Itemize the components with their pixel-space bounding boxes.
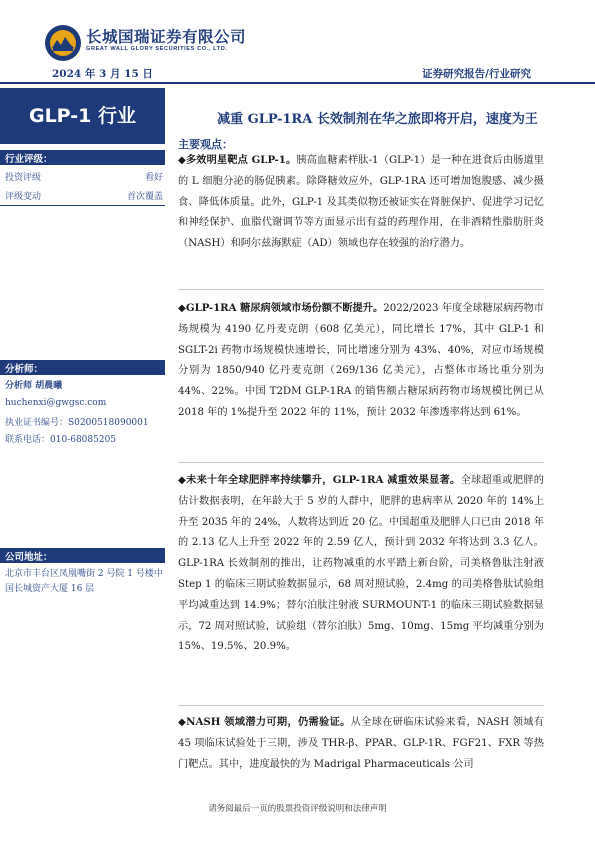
paragraph-text: 全球超重或肥胖的估计数据表明，在年龄大于 5 岁的人群中，肥胖的患病率从 2020 年的 14%上升至 2035 年的 24%，人数将达到近 20 亿。中国超重及肥胖人口已由 2018 年的 2.13 亿人上升至 2022 年的 2.59 亿人，预计到 2032 年将达到 3.3 亿人。GLP-1RA 长效制剂的推出，让药物减重的水平踏上新台阶，司美格鲁肽注射液 Step 1 的临床三期试验数据显示，68 周对照试验，2.4mg 的司美格鲁肽试验组平均减重达到 14.9%；替尔泊肽注射液 SURMOUNT-1 的临床三期试验数据显示，72 周对照试验，试验组（替尔泊肽）5mg、10mg、15mg 平均减重分别为 15%、19.5%、20.9%。 xyxy=(178,475,544,653)
paragraph-text: 从全球在研临床试验来看，NASH 领域有 45 项临床试验处于三期，涉及 THR-β、PPAR、GLP-1R、FGF21、FXR 等热门靶点。其中，进度最快的为 Madrigal Pharmaceuticals 公司 xyxy=(178,717,544,770)
paragraph xyxy=(178,712,544,782)
rating-heading: 行业评级： xyxy=(5,154,53,165)
analyst-phone: 联系电话：010-68085205 xyxy=(5,435,117,445)
paragraph-divider xyxy=(178,462,544,463)
analyst-name: 分析师 胡晨曦 xyxy=(5,381,63,391)
section-label: 主要观点： xyxy=(178,138,233,151)
header-divider xyxy=(0,82,595,84)
footer-disclaimer: 请务阅最后一页的股票投资评级说明和法律声明 xyxy=(208,804,387,814)
rating-value: 看好 xyxy=(144,173,163,183)
rating-label: 投资评级 xyxy=(5,173,42,183)
company-name-en: GREAT WALL GLORY SECURITIES CO., LTD. xyxy=(86,46,228,52)
report-date: 2024 年 3 月 15 日 xyxy=(52,68,153,80)
paragraph xyxy=(178,150,544,255)
paragraph-divider xyxy=(178,705,544,706)
rating-label: 评级变动 xyxy=(5,192,42,202)
paragraph xyxy=(178,470,544,658)
rating-value: 首次覆盖 xyxy=(126,192,163,202)
paragraph-text: 胰高血糖素样肽-1（GLP-1）是一种在进食后由肠道里的 L 细胞分泌的肠促胰素。除降糖效应外，GLP-1RA 还可增加饱腹感、减少摄食、降低体质量。此外，GLP-1 及其类似物还被证实在肾脏保护、促进学习记忆和神经保护、血脂代谢调节等方面显示出有益的药理作用，在非酒精性脂肪肝炎（NASH）和阿尔兹海默症（AD）领域也存在较强的治疗潜力。 xyxy=(178,155,544,250)
company-logo-icon xyxy=(44,24,82,62)
analyst-email[interactable]: huchenxi@gwgsc.com xyxy=(5,398,107,408)
paragraph xyxy=(178,298,544,424)
paragraph-lead: ◆多效明星靶点 GLP-1。 xyxy=(178,154,297,166)
industry-title: GLP-1 行业 xyxy=(28,105,136,127)
company-address: 北京市丰台区凤凰嘴街 2 号院 1 号楼中国长城资产大厦 16 层 xyxy=(5,569,163,594)
rating-divider xyxy=(0,205,165,206)
report-title: 减重 GLP-1RA 长效制剂在华之旅即将开启，速度为王 xyxy=(217,112,538,127)
company-name-cn: 长城国瑞证券有限公司 xyxy=(86,28,247,46)
paragraph-divider xyxy=(178,289,544,290)
rating-row xyxy=(5,189,163,202)
address-heading: 公司地址： xyxy=(5,552,53,563)
analyst-heading: 分析师： xyxy=(5,364,44,375)
analyst-cert: 执业证书编号：S0200518090001 xyxy=(5,418,149,428)
paragraph-lead: ◆NASH 领域潜力可期，仍需验证。 xyxy=(178,716,351,728)
report-category: 证券研究报告/行业研究 xyxy=(422,68,531,80)
paragraph-text: 2022/2023 年度全球糖尿病药物市场规模为 4190 亿丹麦克朗（608 亿美元），同比增长 17%，其中 GLP-1 和 SGLT-2i 药物市场规模快速增长，同比增速分别为 43%、40%，对应市场规模分别为 1850/940 亿丹麦克朗（269/136 亿美元），占整体市场比重分别为 44%、22%。中国 T2DM GLP-1RA 的销售额占糖尿病药物市场规模比例已从 2018 年的 1%提升至 2022 年的 11%，预计 2032 年渗透率将达到 61%。 xyxy=(178,303,544,418)
rating-row xyxy=(5,170,163,183)
paragraph-lead: ◆未来十年全球肥胖率持续攀升，GLP-1RA 减重效果显著。 xyxy=(178,474,461,486)
paragraph-lead: ◆GLP-1RA 糖尿病领域市场份额不断提升。 xyxy=(178,302,384,314)
